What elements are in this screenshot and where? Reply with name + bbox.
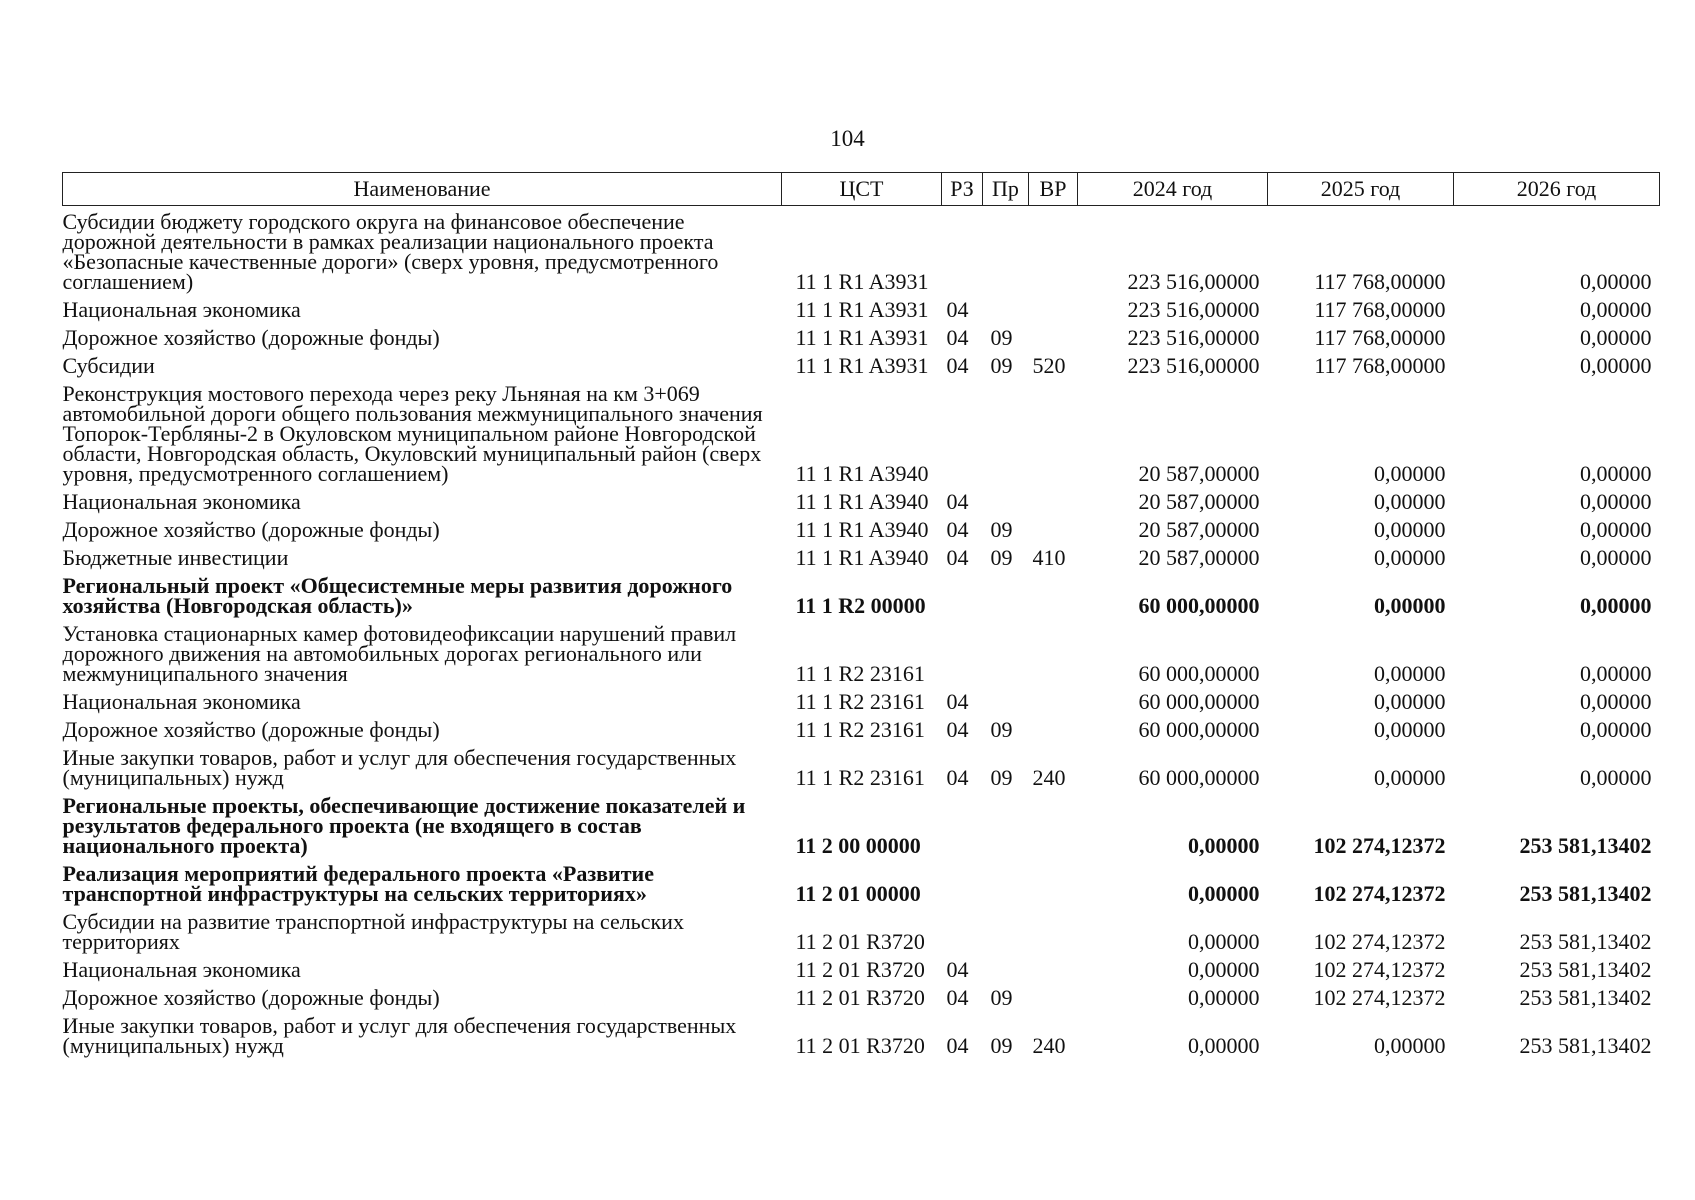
row-vr: 520 [1032,353,1066,378]
row-value-2024: 20 587,00000 [1138,545,1260,570]
table-row [63,206,1660,295]
row-value-2026: 253 581,13402 [1519,957,1652,982]
row-vr [1029,206,1078,295]
row-value-2026: 0,00000 [1580,353,1652,378]
row-name: Региональный проект «Общесистемные меры развития дорожного хозяйства (Новгородская область)» [62,573,733,618]
row-value-2024: 223 516,00000 [1127,297,1260,322]
table-row [63,350,1660,378]
row-value-2024: 60 000,00000 [1138,717,1260,742]
row-cst: 11 1 R1 A3931 [795,297,929,322]
row-cst: 11 1 R1 A3940 [795,517,929,542]
row-vr [1029,618,1078,686]
row-vr [1029,514,1078,542]
row-vr [1029,954,1078,982]
row-pr: 09 [990,1033,1013,1058]
row-rz: 04 [946,545,969,570]
row-value-2025: 0,00000 [1374,717,1446,742]
row-value-2026: 0,00000 [1580,325,1652,350]
budget-table [62,172,1660,1058]
row-value-2026: 253 581,13402 [1519,833,1652,858]
row-cst: 11 1 R1 A3940 [795,461,929,486]
row-cst: 11 1 R1 A3931 [795,269,929,294]
row-rz [942,378,983,486]
row-value-2024: 0,00000 [1188,833,1260,858]
header-2025: 2025 год [1268,173,1454,206]
row-value-2026: 0,00000 [1580,461,1652,486]
row-name: Субсидии бюджету городского округа на финансовое обеспечение дорожной деятельности в рамках реализации национального проекта «Безопасные качественные дороги» (сверх уровня, предусмотренного соглашением) [62,209,719,294]
row-cst: 11 1 R1 A3931 [795,325,929,350]
row-name: Дорожное хозяйство (дорожные фонды) [62,717,440,742]
row-value-2024: 20 587,00000 [1138,517,1260,542]
row-vr: 240 [1032,1033,1066,1058]
row-value-2026: 0,00000 [1580,717,1652,742]
row-value-2025: 0,00000 [1374,545,1446,570]
row-pr [983,906,1029,954]
table-row [63,486,1660,514]
row-pr [983,954,1029,982]
row-pr: 09 [990,325,1013,350]
row-cst: 11 1 R1 A3940 [795,489,929,514]
table-row [63,954,1660,982]
row-value-2024: 60 000,00000 [1138,765,1260,790]
header-2024: 2024 год [1078,173,1268,206]
row-value-2025: 117 768,00000 [1314,297,1446,322]
row-value-2026: 253 581,13402 [1519,985,1652,1010]
row-pr [983,570,1029,618]
table-row [63,294,1660,322]
row-vr [1029,486,1078,514]
row-rz: 04 [946,985,969,1010]
row-cst: 11 2 01 R3720 [795,1033,925,1058]
row-value-2025: 0,00000 [1374,765,1446,790]
row-value-2026: 0,00000 [1580,297,1652,322]
table-row [63,906,1660,954]
row-pr [983,206,1029,295]
row-value-2026: 0,00000 [1580,689,1652,714]
row-rz: 04 [946,765,969,790]
row-value-2026: 253 581,13402 [1519,1033,1652,1058]
table-row [63,570,1660,618]
table-row [63,322,1660,350]
table-row [63,858,1660,906]
row-value-2026: 0,00000 [1580,661,1652,686]
row-vr: 410 [1032,545,1066,570]
row-value-2025: 102 274,12372 [1313,929,1446,954]
row-value-2026: 253 581,13402 [1519,881,1652,906]
row-pr [983,378,1029,486]
row-rz [942,618,983,686]
header-2026: 2026 год [1454,173,1660,206]
row-value-2026: 0,00000 [1580,269,1652,294]
row-rz: 04 [946,489,969,514]
row-pr [983,686,1029,714]
row-vr [1029,790,1078,858]
row-cst: 11 2 01 R3720 [795,957,925,982]
row-value-2026: 0,00000 [1580,489,1652,514]
row-value-2025: 117 768,00000 [1314,269,1446,294]
table-row [63,542,1660,570]
row-pr: 09 [990,765,1013,790]
row-vr [1029,322,1078,350]
row-value-2025: 0,00000 [1374,489,1446,514]
row-pr [983,858,1029,906]
row-rz: 04 [946,325,969,350]
row-name: Региональные проекты, обеспечивающие достижение показателей и результатов федерального проекта (не входящего в состав национального проекта) [62,793,746,858]
row-vr [1029,906,1078,954]
row-cst: 11 2 00 00000 [795,833,921,858]
row-value-2024: 0,00000 [1188,957,1260,982]
row-cst: 11 2 01 00000 [795,881,921,906]
row-name: Национальная экономика [62,489,301,514]
table-row [63,1010,1660,1058]
row-value-2025: 0,00000 [1374,593,1446,618]
row-rz: 04 [946,957,969,982]
row-rz [942,790,983,858]
row-vr [1029,294,1078,322]
row-name: Национальная экономика [62,689,301,714]
row-pr: 09 [990,517,1013,542]
row-name: Национальная экономика [62,957,301,982]
row-value-2024: 223 516,00000 [1127,325,1260,350]
row-value-2024: 60 000,00000 [1138,689,1260,714]
row-rz: 04 [946,297,969,322]
row-value-2024: 60 000,00000 [1138,661,1260,686]
row-name: Иные закупки товаров, работ и услуг для обеспечения государственных (муниципальных) нужд [62,1013,737,1058]
row-name: Национальная экономика [62,297,301,322]
row-value-2024: 223 516,00000 [1127,353,1260,378]
row-rz [942,570,983,618]
row-vr [1029,570,1078,618]
row-vr [1029,378,1078,486]
row-value-2025: 102 274,12372 [1313,985,1446,1010]
row-value-2024: 0,00000 [1188,1033,1260,1058]
table-row [63,982,1660,1010]
row-value-2024: 0,00000 [1188,985,1260,1010]
table-row [63,618,1660,686]
row-value-2025: 102 274,12372 [1313,833,1446,858]
row-pr: 09 [990,717,1013,742]
row-cst: 11 1 R2 00000 [795,593,926,618]
row-rz: 04 [946,517,969,542]
row-name: Иные закупки товаров, работ и услуг для обеспечения государственных (муниципальных) нужд [62,745,737,790]
row-rz: 04 [946,689,969,714]
row-value-2025: 117 768,00000 [1314,353,1446,378]
row-cst: 11 1 R2 23161 [795,689,925,714]
row-cst: 11 1 R2 23161 [795,661,925,686]
table-row [63,714,1660,742]
row-pr: 09 [990,353,1013,378]
page-number: 104 [830,126,865,151]
table-row [63,742,1660,790]
row-pr: 09 [990,545,1013,570]
row-name: Установка стационарных камер фотовидеофиксации нарушений правил дорожного движения на автомобильных дорогах регионального или межмуниципального значения [62,621,737,686]
row-vr: 240 [1032,765,1066,790]
header-cst: ЦСТ [782,173,942,206]
row-value-2025: 0,00000 [1374,1033,1446,1058]
table-row [63,790,1660,858]
row-vr [1029,982,1078,1010]
row-value-2025: 102 274,12372 [1313,881,1446,906]
row-value-2026: 0,00000 [1580,765,1652,790]
table-body [63,206,1660,1059]
row-value-2024: 60 000,00000 [1138,593,1260,618]
row-name: Дорожное хозяйство (дорожные фонды) [62,325,440,350]
row-name: Дорожное хозяйство (дорожные фонды) [62,985,440,1010]
row-value-2025: 0,00000 [1374,661,1446,686]
row-name: Реализация мероприятий федерального проекта «Развитие транспортной инфраструктуры на сельских территориях» [62,861,654,906]
row-vr [1029,686,1078,714]
row-value-2024: 0,00000 [1188,881,1260,906]
row-value-2026: 253 581,13402 [1519,929,1652,954]
row-value-2025: 0,00000 [1374,461,1446,486]
row-cst: 11 1 R1 A3931 [795,353,929,378]
header-pr: Пр [983,173,1029,206]
header-rz: РЗ [942,173,983,206]
header-vr: ВР [1029,173,1078,206]
row-cst: 11 1 R2 23161 [795,765,925,790]
row-value-2026: 0,00000 [1580,545,1652,570]
row-pr [983,790,1029,858]
row-vr [1029,714,1078,742]
row-name: Бюджетные инвестиции [62,545,289,570]
row-name: Субсидии [62,353,155,378]
row-pr [983,294,1029,322]
row-pr [983,486,1029,514]
row-rz [942,906,983,954]
row-rz [942,206,983,295]
row-name: Субсидии на развитие транспортной инфраструктуры на сельских территориях [62,909,684,954]
row-cst: 11 2 01 R3720 [795,985,925,1010]
table-row [63,378,1660,486]
row-value-2024: 0,00000 [1188,929,1260,954]
row-rz: 04 [946,353,969,378]
header-name: Наименование [63,173,782,206]
row-value-2025: 117 768,00000 [1314,325,1446,350]
row-pr: 09 [990,985,1013,1010]
row-value-2025: 102 274,12372 [1313,957,1446,982]
row-value-2025: 0,00000 [1374,689,1446,714]
row-value-2024: 223 516,00000 [1127,269,1260,294]
row-value-2025: 0,00000 [1374,517,1446,542]
row-cst: 11 2 01 R3720 [795,929,925,954]
row-name: Реконструкция мостового перехода через реку Льняная на км 3+069 автомобильной дороги общего пользования межмуниципального значения Топорок-Тербляны-2 в Окуловском муниципальном районе Новгородской области, Новгородская область, Окуловский муниципальный район (сверх уровня, предусмотренного соглашением) [62,381,763,486]
row-pr [983,618,1029,686]
table-row [63,686,1660,714]
row-cst: 11 1 R1 A3940 [795,545,929,570]
row-vr [1029,858,1078,906]
row-cst: 11 1 R2 23161 [795,717,925,742]
row-rz: 04 [946,717,969,742]
row-value-2024: 20 587,00000 [1138,489,1260,514]
row-value-2026: 0,00000 [1580,593,1652,618]
row-rz [942,858,983,906]
table-row [63,514,1660,542]
row-value-2024: 20 587,00000 [1138,461,1260,486]
row-name: Дорожное хозяйство (дорожные фонды) [62,517,440,542]
row-value-2026: 0,00000 [1580,517,1652,542]
table-header [63,173,1660,206]
row-rz: 04 [946,1033,969,1058]
